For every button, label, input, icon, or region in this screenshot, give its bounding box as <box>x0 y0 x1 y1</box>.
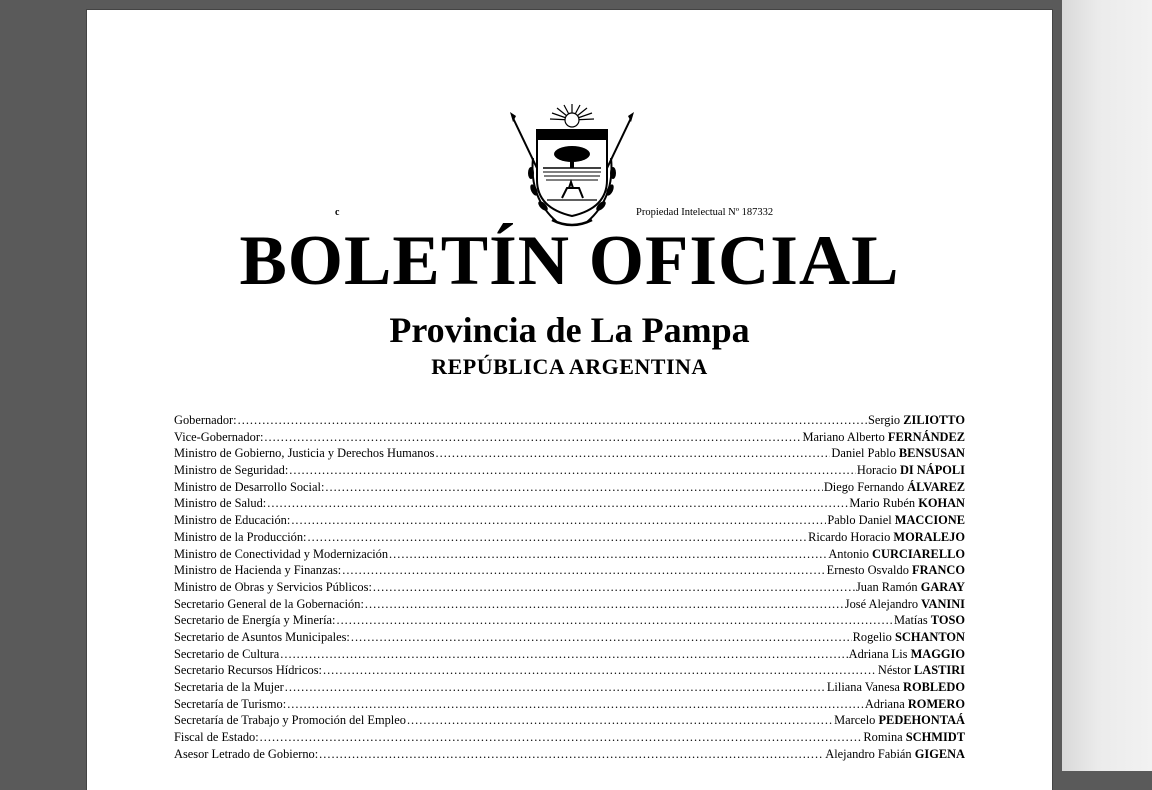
official-role: Secretario de Energía y Minería: <box>174 613 336 628</box>
dot-leader <box>336 612 892 629</box>
official-row <box>174 562 965 579</box>
official-role: Secretario de Asuntos Municipales: <box>174 629 350 644</box>
provincial-coat-of-arms-icon <box>507 98 637 233</box>
official-given-name: Diego Fernando <box>823 479 905 494</box>
dot-leader <box>323 662 877 679</box>
official-surname: ÁLVAREZ <box>907 479 965 494</box>
official-given-name: Néstor <box>877 663 911 678</box>
official-surname: MAGGIO <box>910 646 965 661</box>
official-given-name: Mario Rubén <box>849 496 916 511</box>
official-row <box>174 646 965 663</box>
official-surname: MACCIONE <box>894 513 965 528</box>
official-given-name: Liliana Vanesa <box>826 680 900 694</box>
official-row <box>174 462 965 479</box>
official-surname: KOHAN <box>918 496 965 511</box>
official-row <box>174 495 965 512</box>
official-given-name: Ernesto Osvaldo <box>826 563 909 578</box>
intellectual-property-notice: Propiedad Intelectual Nº 187332 <box>636 207 774 218</box>
official-role: Secretaría de Turismo: <box>174 696 287 711</box>
officials-list <box>174 412 965 762</box>
official-surname: PEDEHONTAÁ <box>878 713 965 728</box>
official-surname: ZILIOTTO <box>903 413 965 427</box>
official-surname: MORALEJO <box>893 529 965 544</box>
dot-leader <box>238 412 867 429</box>
official-given-name: Alejandro Fabián <box>825 746 912 761</box>
official-role: Ministro de Salud: <box>174 496 267 511</box>
official-role: Ministro de la Producción: <box>174 529 307 544</box>
official-person <box>808 529 965 546</box>
official-row <box>174 479 965 496</box>
official-role: Secretario General de la Gobernación: <box>174 596 364 611</box>
country-heading: REPÚBLICA ARGENTINA <box>431 354 708 379</box>
official-role: Ministro de Desarrollo Social: <box>174 479 325 494</box>
dot-leader <box>436 445 831 462</box>
official-role: Secretario Recursos Hídricos: <box>174 663 322 678</box>
dot-leader <box>351 629 852 646</box>
official-role: Secretario de Cultura <box>174 646 280 661</box>
official-row <box>174 612 965 629</box>
official-surname: FRANCO <box>912 563 965 578</box>
official-surname: TOSO <box>930 613 965 628</box>
bulletin-title: BOLETÍN OFICIAL <box>239 222 900 300</box>
official-row <box>174 662 965 679</box>
official-person <box>857 462 965 479</box>
official-person <box>865 696 965 713</box>
viewer-background <box>1062 0 1152 771</box>
official-role: Vice-Gobernador: <box>174 429 264 444</box>
official-person <box>856 579 965 596</box>
official-surname: SCHANTON <box>895 629 965 644</box>
official-person <box>845 596 965 613</box>
official-role: Gobernador: <box>174 413 237 427</box>
dot-leader <box>407 712 833 729</box>
official-person <box>803 429 965 446</box>
dot-leader <box>291 512 826 529</box>
dot-leader <box>342 562 825 579</box>
official-given-name: Rogelio <box>852 629 892 644</box>
official-row <box>174 429 965 446</box>
official-given-name: Romina <box>863 730 903 745</box>
dot-leader <box>260 729 863 746</box>
official-person <box>868 412 965 429</box>
dot-leader <box>267 495 848 512</box>
official-surname: DI NÁPOLI <box>899 463 965 478</box>
official-person <box>894 612 965 629</box>
official-given-name: Mariano Alberto <box>802 429 885 444</box>
official-row <box>174 512 965 529</box>
official-person <box>831 445 965 462</box>
official-row <box>174 712 965 729</box>
official-given-name: Adriana Lis <box>848 646 908 661</box>
official-row <box>174 445 965 462</box>
dot-leader <box>280 646 847 663</box>
official-surname: CURCIARELLO <box>872 546 965 561</box>
official-person <box>878 662 965 679</box>
official-given-name: José Alejandro <box>844 596 919 611</box>
official-surname: VANINI <box>921 596 965 611</box>
official-person <box>834 712 965 729</box>
official-role: Secretaría de Trabajo y Promoción del Empleo <box>174 713 406 728</box>
official-row <box>174 729 965 746</box>
official-role: Ministro de Hacienda y Finanzas: <box>174 563 342 578</box>
official-surname: FERNÁNDEZ <box>887 429 965 444</box>
dot-leader <box>319 746 824 763</box>
official-row <box>174 529 965 546</box>
official-row <box>174 629 965 646</box>
official-surname: ROBLEDO <box>903 680 965 694</box>
official-given-name: Adriana <box>864 696 905 711</box>
official-given-name: Marcelo <box>834 713 876 728</box>
official-person <box>827 679 965 696</box>
official-row <box>174 696 965 713</box>
official-role: Ministro de Obras y Servicios Públicos: <box>174 579 372 594</box>
official-person <box>827 562 965 579</box>
official-row <box>174 546 965 563</box>
official-role: Ministro de Seguridad: <box>174 463 289 478</box>
official-surname: GIGENA <box>914 746 965 761</box>
official-person <box>863 729 965 746</box>
official-role: Asesor Letrado de Gobierno: <box>174 746 319 761</box>
official-surname: GARAY <box>920 579 965 594</box>
official-person <box>853 629 965 646</box>
official-surname: LASTIRI <box>914 663 965 678</box>
official-given-name: Matías <box>893 613 928 628</box>
official-role: Fiscal de Estado: <box>174 730 259 745</box>
document-page <box>87 10 1052 790</box>
official-person <box>828 546 965 563</box>
official-given-name: Antonio <box>828 546 869 561</box>
official-given-name: Juan Ramón <box>855 579 918 594</box>
official-row <box>174 746 965 763</box>
dot-leader <box>287 696 864 713</box>
official-surname: BENSUSAN <box>898 446 965 461</box>
official-role: Ministro de Educación: <box>174 513 291 528</box>
official-person <box>825 746 965 763</box>
dot-leader <box>285 679 826 696</box>
official-given-name: Horacio <box>856 463 897 478</box>
official-person <box>849 646 965 663</box>
official-row <box>174 679 965 696</box>
official-row <box>174 412 965 429</box>
dot-leader <box>289 462 856 479</box>
province-subtitle: Provincia de La Pampa <box>389 310 750 350</box>
official-given-name: Daniel Pablo <box>831 446 896 461</box>
dot-leader <box>389 546 827 563</box>
official-given-name: Pablo Daniel <box>827 513 892 528</box>
official-row <box>174 596 965 613</box>
official-role: Ministro de Gobierno, Justicia y Derechos Humanos <box>174 446 435 461</box>
official-role: Ministro de Conectividad y Modernización <box>174 546 389 561</box>
official-surname: SCHMIDT <box>905 730 965 745</box>
official-role: Secretaria de la Mujer <box>174 680 284 694</box>
dot-leader <box>325 479 822 496</box>
dot-leader <box>373 579 855 596</box>
dot-leader <box>264 429 801 446</box>
dot-leader <box>365 596 844 613</box>
official-surname: ROMERO <box>907 696 965 711</box>
dot-leader <box>308 529 808 546</box>
official-person <box>824 479 965 496</box>
official-given-name: Ricardo Horacio <box>808 529 891 544</box>
official-given-name: Sergio <box>867 413 901 427</box>
corner-mark: c <box>335 207 340 218</box>
official-row <box>174 579 965 596</box>
official-person <box>827 512 965 529</box>
official-person <box>849 495 965 512</box>
